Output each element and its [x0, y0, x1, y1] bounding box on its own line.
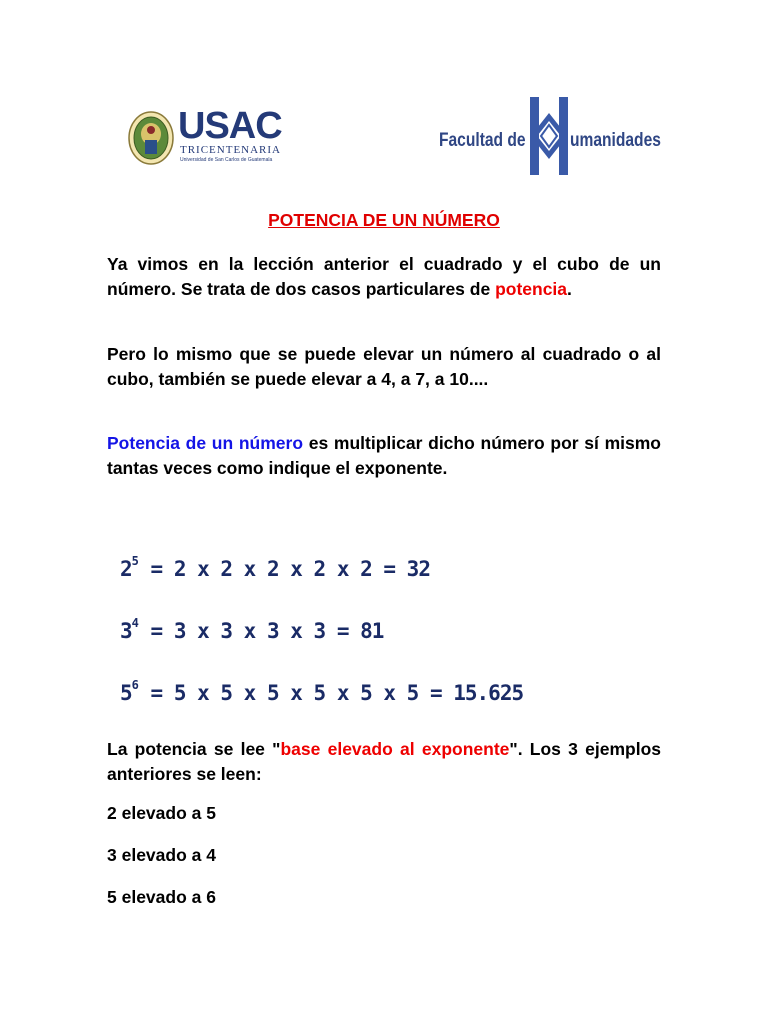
reading-highlight: base elevado al exponente: [280, 739, 510, 759]
university-seal-icon: [128, 110, 174, 166]
formula-example: [120, 612, 383, 645]
definition-highlight: Potencia de un número: [107, 433, 304, 453]
usac-tagline: TRICENTENARIA: [180, 144, 281, 156]
formula-expansion: = 5 x 5 x 5 x 5 x 5 x 5 = 15.625: [138, 681, 524, 705]
usac-wordmark: USAC: [178, 105, 282, 147]
potencia-highlight: potencia: [495, 278, 568, 299]
formula-base: 5: [120, 681, 132, 705]
humanidades-h-icon: [528, 95, 570, 177]
formula-example: [120, 550, 430, 583]
humanidades-text-before: Facultad de: [439, 130, 526, 151]
formula-exponent: 5: [131, 554, 139, 568]
formula-exponent: 6: [131, 678, 139, 692]
paragraph-exponents: Pero lo mismo que se puede elevar un número al cuadrado o al cubo, también se puede elevar a 4, a 7, a 10....: [107, 344, 661, 389]
paragraph-reading: [107, 737, 661, 786]
humanidades-text-after: umanidades: [570, 130, 661, 151]
paragraph-definition: [107, 431, 661, 480]
formula-base: 2: [120, 557, 132, 581]
formula-base: 3: [120, 619, 132, 643]
humanidades-logo: [436, 95, 666, 177]
reading-text-after: ". Los 3 ejemplos anteriores se leen:: [107, 739, 662, 784]
formula-example: [120, 674, 523, 707]
page-title: POTENCIA DE UN NÚMERO: [268, 210, 500, 230]
reading-line: 5 elevado a 6: [107, 887, 216, 907]
reading-text-before: La potencia se lee ": [107, 739, 281, 759]
paragraph-intro-end: .: [567, 278, 572, 299]
formula-exponent: 4: [131, 616, 139, 630]
usac-subtitle: Universidad de San Carlos de Guatemala: [180, 157, 273, 163]
reading-line: 3 elevado a 4: [107, 845, 216, 865]
paragraph-intro: [107, 252, 661, 301]
formula-expansion: = 3 x 3 x 3 x 3 = 81: [138, 619, 384, 643]
reading-line: 2 elevado a 5: [107, 803, 216, 823]
formula-expansion: = 2 x 2 x 2 x 2 x 2 = 32: [138, 557, 430, 581]
usac-logo: [128, 105, 282, 170]
paragraph-intro-text: Ya vimos en la lección anterior el cuadrado y el cubo de un número. Se trata de dos casos particulares de: [107, 254, 661, 299]
definition-text: es multiplicar dicho número por sí mismo tantas veces como indique el exponente.: [107, 433, 661, 478]
